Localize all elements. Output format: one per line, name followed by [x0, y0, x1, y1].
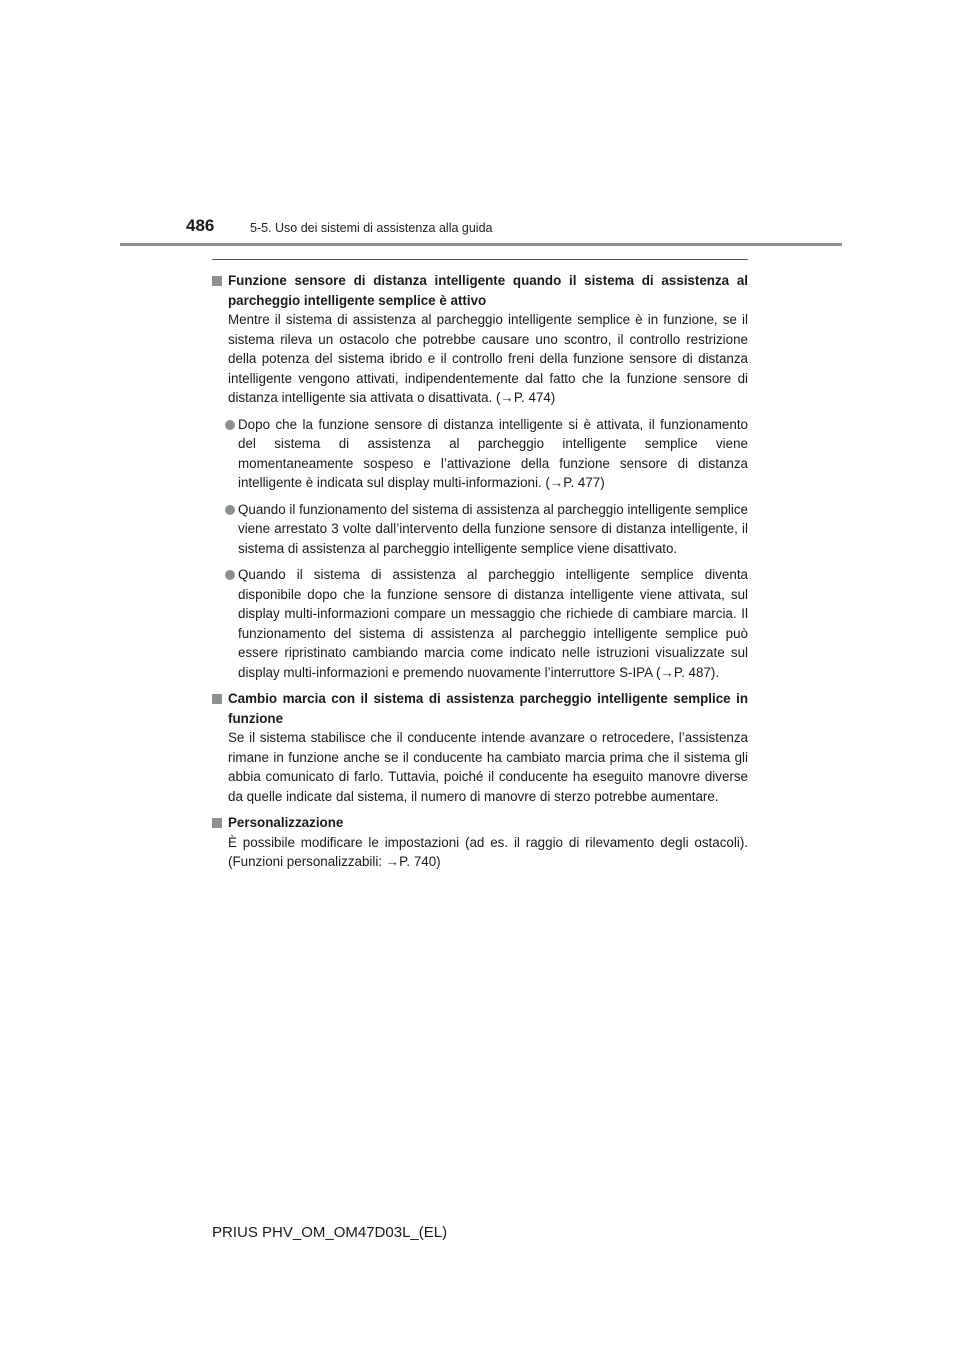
- list-item-text: Quando il sistema di assistenza al parcheggio intelligente semplice diventa disponibile dopo che la funzione sensore di distanza intelligente viene attivata, sul display multi-informazioni compare un messaggio che richiede di cambiare marcia. Il funzionamento del sistema di assistenza al parcheggio intelligente semplice può essere ripristinato cambiando marcia come indicato nelle istruzioni visualizzate sul display multi-informazioni e premendo nuovamente l’interruttore S-IPA (→P. 487).: [238, 567, 748, 680]
- list-item: [212, 500, 748, 559]
- list-item-text: Quando il funzionamento del sistema di assistenza al parcheggio intelligente semplice viene arrestato 3 volte dall’intervento della funzione sensore di distanza intelligente, il sistema di assistenza al parcheggio intelligente semplice viene disattivato.: [238, 501, 748, 556]
- main-content: [212, 271, 748, 879]
- section-heading-text: Cambio marcia con il sistema di assistenza parcheggio intelligente semplice in funzione: [228, 691, 748, 726]
- document-code: PRIUS PHV_OM_OM47D03L_(EL): [212, 1224, 448, 1241]
- round-bullet-icon: [225, 570, 235, 580]
- round-bullet-icon: [225, 505, 235, 515]
- header-divider: [120, 243, 842, 246]
- page-number: 486: [186, 216, 215, 235]
- square-bullet-icon: [212, 694, 222, 704]
- square-bullet-icon: [212, 276, 222, 286]
- list-item: [212, 415, 748, 493]
- section-heading: [212, 689, 748, 728]
- section-cambio-marcia: [212, 689, 748, 806]
- section-paragraph: È possibile modificare le impostazioni (ad es. il raggio di rilevamento degli ostacoli). (Funzioni personalizzabili: →P. 740): [228, 834, 748, 869]
- section-heading: [212, 813, 748, 833]
- list-item-text: Dopo che la funzione sensore di distanza intelligente si è attivata, il funzionamento del sistema di assistenza al parcheggio intelligente semplice viene momentaneamente sospeso e l’attivazione della funzione sensore di distanza intelligente è indicata sul display multi-informazioni. (→P. 477): [238, 416, 748, 490]
- section-personalizzazione: [212, 813, 748, 872]
- content-divider: [212, 259, 748, 260]
- list-item: [212, 565, 748, 682]
- section-sensore-distanza: [212, 271, 748, 682]
- square-bullet-icon: [212, 818, 222, 828]
- section-heading: [212, 271, 748, 310]
- chapter-title: 5-5. Uso dei sistemi di assistenza alla guida: [250, 221, 493, 235]
- section-heading-text: Personalizzazione: [228, 815, 344, 830]
- round-bullet-icon: [225, 420, 235, 430]
- section-paragraph: Se il sistema stabilisce che il conducente intende avanzare o retrocedere, l’assistenza rimane in funzione anche se il conducente ha cambiato marcia prima che il sistema gli abbia comunicato di farlo. Tuttavia, poiché il conducente ha eseguito manovre diverse da quelle indicate dal sistema, il numero di manovre di sterzo potrebbe aumentare.: [228, 730, 748, 804]
- section-paragraph: Mentre il sistema di assistenza al parcheggio intelligente semplice è in funzione, se il sistema rileva un ostacolo che potrebbe causare uno scontro, il controllo restrizione della potenza del sistema ibrido e il controllo freni della funzione sensore di distanza intelligente vengono attivati, indipendentemente dal fatto che la funzione sensore di distanza intelligente sia attivata o disattivata. (→P. 474): [228, 312, 748, 405]
- section-heading-text: Funzione sensore di distanza intelligente quando il sistema di assistenza al parcheggio intelligente semplice è attivo: [228, 273, 748, 308]
